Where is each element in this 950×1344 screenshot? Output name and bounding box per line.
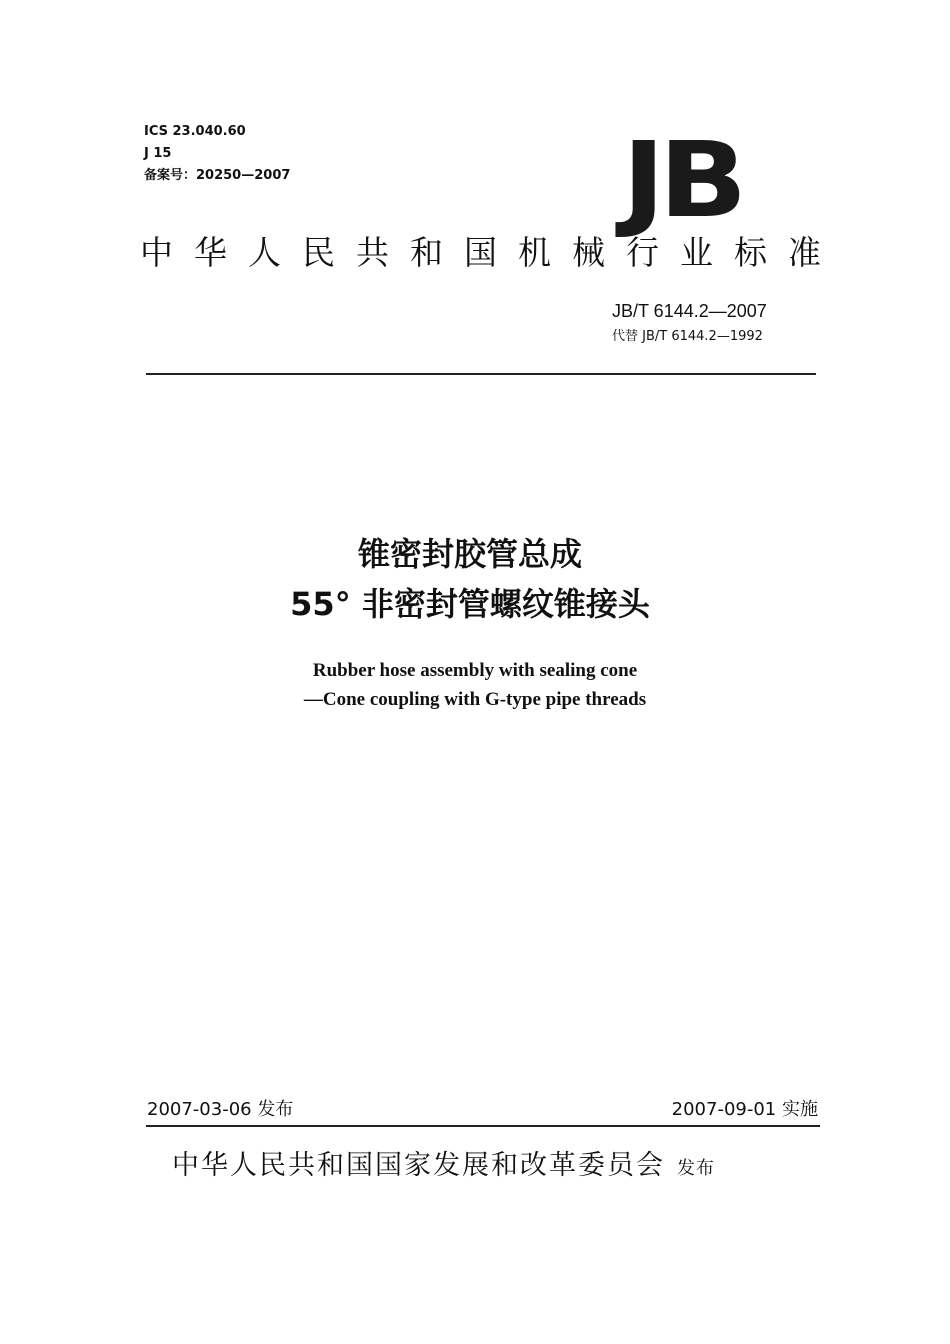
replaces-standard: 代替 JB/T 6144.2—1992 xyxy=(612,329,763,344)
implementation-date: 2007-09-01 实施 xyxy=(671,1099,818,1120)
record-number: 备案号：20250—2007 xyxy=(144,168,291,183)
standard-code: JB/T 6144.2—2007 xyxy=(612,301,767,321)
bottom-divider xyxy=(146,1125,820,1127)
top-divider xyxy=(146,373,816,375)
ics-number: ICS 23.040.60 xyxy=(144,124,246,139)
classification-code: J 15 xyxy=(144,146,172,161)
publisher-suffix: 发布 xyxy=(677,1158,715,1179)
title-chinese-line-1: 锥密封胶管总成 xyxy=(357,535,582,573)
jb-logo: JB xyxy=(622,119,741,241)
issue-date: 2007-03-06 发布 xyxy=(147,1099,294,1120)
title-chinese-line-2: 55° 非密封管螺纹锥接头 xyxy=(290,585,650,623)
title-english-line-1: Rubber hose assembly with sealing cone xyxy=(312,660,638,681)
publisher xyxy=(172,1152,715,1179)
publisher-name: 中华人民共和国国家发展和改革委员会 xyxy=(172,1150,665,1181)
title-english-line-2: —Cone coupling with G-type pipe threads xyxy=(303,689,647,710)
standard-body-title: 中华人民共和国机械行业标准 xyxy=(140,233,842,272)
